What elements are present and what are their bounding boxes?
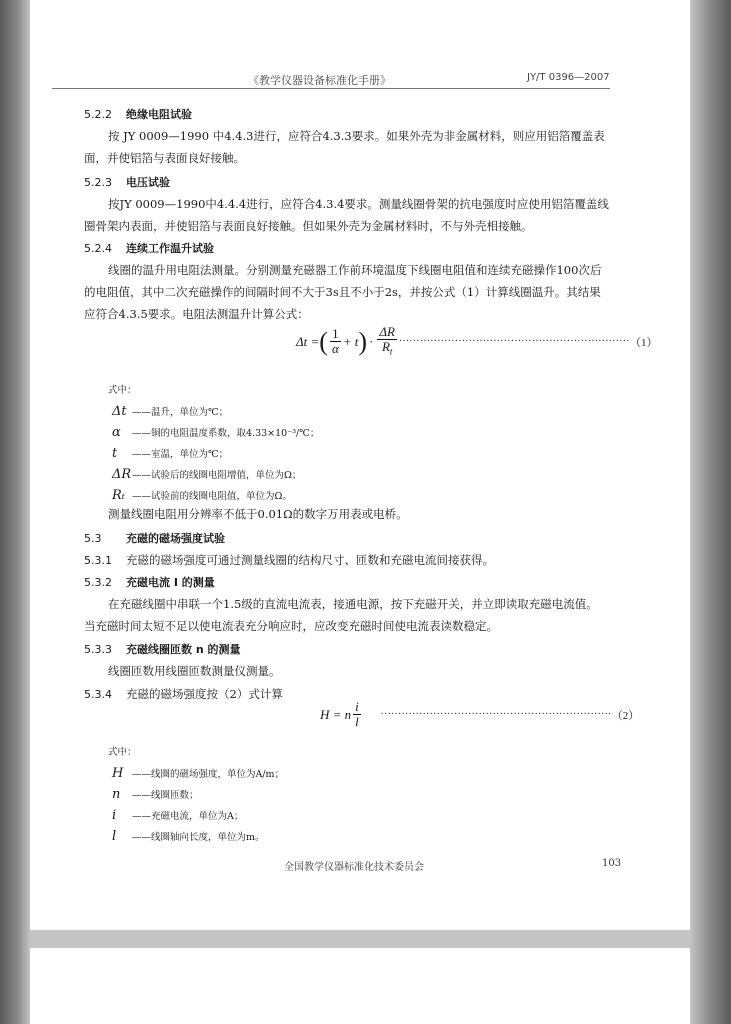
where-label: 式中： xyxy=(108,747,137,758)
var-symbol: l xyxy=(112,829,117,844)
var-symbol: H xyxy=(112,766,124,781)
section-heading-5-2-2 xyxy=(84,106,192,122)
var-row xyxy=(112,421,319,440)
var-row xyxy=(112,442,228,461)
section-title: 绝缘电阻试验 xyxy=(126,108,192,121)
section-title: 连续工作温升试验 xyxy=(126,242,214,255)
paragraph-line: 的电阻值，其中二次充磁操作的间隔时间不大于3s且不小于2s，并按公式（1）计算线圈温升。其结果 xyxy=(84,285,601,299)
paren-open: ( xyxy=(319,326,328,356)
var-row xyxy=(112,400,228,419)
var-desc: ——试验前的线圈电阻值，单位为Ω。 xyxy=(132,491,292,502)
var-desc: ——温升，单位为℃； xyxy=(132,407,229,418)
fraction-i-over-l: $\frac{i}{l}$ xyxy=(355,699,359,729)
paragraph-line: 按JY 0009—1990中4.4.4进行，应符合4.3.4要求。测量线圈骨架的抗电强度时应使用铝箔覆盖线 xyxy=(108,197,609,211)
header-rule xyxy=(52,88,610,89)
var-row xyxy=(112,484,292,503)
section-title: 充磁的磁场强度试验 xyxy=(126,532,225,545)
var-desc: ——室温，单位为℃； xyxy=(132,449,229,460)
where-label: 式中： xyxy=(108,385,137,396)
var-row xyxy=(112,463,301,482)
section-number: 5.3.1 xyxy=(84,554,112,567)
var-desc: ——线圈的磁场强度，单位为A/m； xyxy=(132,769,285,780)
footer-organization: 全国教学仪器标准化技术委员会 xyxy=(284,862,424,873)
var-desc: ——铜的电阻温度系数，取4.33×10⁻³/℃； xyxy=(132,428,320,439)
paragraph-line: 圈骨架内表面，并使铝箔与表面良好接触。但如果外壳为金属材料时，不与外壳相接触。 xyxy=(84,219,533,233)
equation-number: （1） xyxy=(630,336,658,349)
header-book-title: 《教学仪器设备标准化手册》 xyxy=(248,74,391,87)
var-symbol: i xyxy=(112,808,117,823)
section-heading-5-2-3 xyxy=(84,174,170,190)
section-heading-5-3-4 xyxy=(84,686,283,702)
paragraph-line: 线圈匝数用线圈匝数测量仪测量。 xyxy=(108,664,281,678)
section-heading-5-3 xyxy=(84,530,225,546)
formula-lhs: Δt = xyxy=(296,333,320,349)
section-number: 5.2.3 xyxy=(84,176,112,189)
paragraph-line: 线圈的温升用电阻法测量。分别测量充磁器工作前环境温度下线圈电阻值和连续充磁操作100次后 xyxy=(108,263,602,277)
var-symbol: n xyxy=(112,787,121,802)
section-text: 充磁的磁场强度按（2）式计算 xyxy=(126,687,283,701)
section-number: 5.3.2 xyxy=(84,576,112,589)
section-number: 5.3.3 xyxy=(84,643,112,656)
var-row xyxy=(112,825,265,844)
formula-leader-dots: ·································································· xyxy=(380,709,612,720)
formula-plus-t: + t xyxy=(342,333,359,349)
var-symbol: α xyxy=(112,425,121,440)
var-row xyxy=(112,804,243,823)
fraction-inverse-alpha: $\frac{1}{\alpha}$ xyxy=(331,326,339,357)
var-desc: ——充磁电流，单位为A； xyxy=(132,811,244,822)
section-number: 5.2.2 xyxy=(84,108,112,121)
var-symbol: ΔR xyxy=(112,467,132,482)
var-row xyxy=(112,783,199,802)
paragraph-line: 当充磁时间太短不足以使电流表充分响应时，应改变充磁时间使电流表读数稳定。 xyxy=(84,619,498,633)
section-heading-5-3-3 xyxy=(84,641,241,657)
var-symbol: Rₜ xyxy=(112,488,125,503)
formula-lhs: H = n xyxy=(320,706,352,722)
section-heading-5-3-2 xyxy=(84,574,215,590)
var-desc: ——线圈轴向长度，单位为m。 xyxy=(132,832,265,843)
section-title: 电压试验 xyxy=(126,176,170,189)
footer-page-number: 103 xyxy=(602,858,622,869)
paragraph-line: 在充磁线圈中串联一个1.5级的直流电流表，接通电源，按下充磁开关，并立即读取充磁电流值。 xyxy=(108,597,598,611)
var-desc: ——线圈匝数； xyxy=(132,790,199,801)
var-row xyxy=(112,762,284,781)
section-heading-5-2-4 xyxy=(84,240,214,256)
formula-1: Δt = ( $\frac{1}{\alpha}$ + t ) · $\frac{\Delta R}{R_t}$ ·································································· （1） xyxy=(296,324,658,357)
equation-number: （2） xyxy=(611,709,640,722)
var-symbol: t xyxy=(112,446,118,461)
paren-close: ) xyxy=(358,326,368,356)
formula-2 xyxy=(320,700,639,729)
paragraph-line: 测量线圈电阻用分辨率不低于0.01Ω的数字万用表或电桥。 xyxy=(108,507,408,521)
paragraph-line: 面，并使铝箔与表面良好接触。 xyxy=(84,151,245,165)
section-number: 5.3.4 xyxy=(84,688,112,701)
var-symbol: Δt xyxy=(112,404,127,419)
section-heading-5-3-1 xyxy=(84,552,494,568)
section-number: 5.3 xyxy=(84,532,102,545)
formula-leader-dots: ·································································· xyxy=(399,336,630,348)
var-desc: ——试验后的线圈电阻增值，单位为Ω； xyxy=(132,470,302,481)
paragraph-line: 按 JY 0009—1990 中4.4.3进行，应符合4.3.3要求。如果外壳为非金属材料，则应用铝箔覆盖表 xyxy=(108,129,605,143)
header-standard-code: JY/T 0396—2007 xyxy=(527,72,610,83)
paragraph-line: 应符合4.3.5要求。电阻法测温升计算公式： xyxy=(84,307,309,321)
section-text: 充磁的磁场强度可通过测量线圈的结构尺寸、匝数和充磁电流间接获得。 xyxy=(126,553,494,567)
section-title: 充磁电流 I 的测量 xyxy=(126,576,215,589)
fraction-delta-r: $\frac{\Delta R}{R_t}$ xyxy=(379,324,395,357)
next-page-edge xyxy=(30,948,690,1024)
section-title: 充磁线圈匝数 n 的测量 xyxy=(126,643,241,656)
section-number: 5.2.4 xyxy=(84,242,112,255)
